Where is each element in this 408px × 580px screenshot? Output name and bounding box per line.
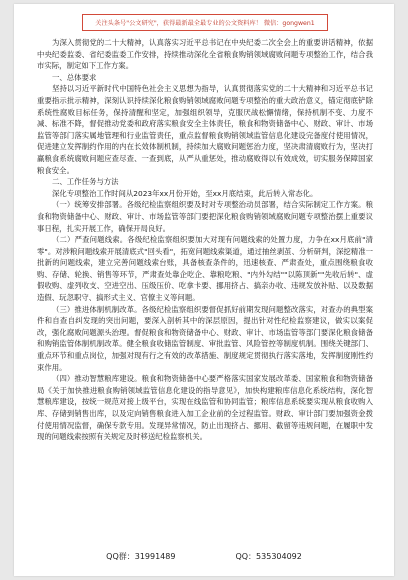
section-heading-tasks: 二、工作任务与方法	[52, 177, 119, 187]
task-1-paragraph: （一）统筹安排部署。各级纪检监察组织要及时对专项整治动员部署，结合实际制定工作方案。粮食和物资储备中心、财政、审计、市场监管等部门要把深化粮食购销领域腐败问题专项整治摆上重要议事日程，扎实开展工作，确保开局良好。	[37, 200, 373, 233]
task-4-paragraph: （四）推动智慧粮库建设。粮食和物资储备中心要严格落实国家发展改革委、国家粮食和物资储备局《关于加快推进粮食购销领域监管信息化建设的指导意见》，加快构建粮库信息化系统结构，深化智慧粮库建设，按统一规范对接上级平台，实现在线监管和协同监管；粮库信息系统要实现从粮食收购入库、存储到销售出库，以及定向销售粮食进入加工企业前的全过程监管。财政、审计部门要加强资金拨付使用情况监督，确保专款专用。发现异常情况，防止出现挤占、挪用、截留等违规问题，在履职中发现的问题线索按照有关规定及时移送纪检监察机关。	[37, 374, 373, 442]
footer-qq-group: QQ群：31991489	[106, 552, 176, 561]
promo-banner[interactable]	[82, 14, 328, 31]
footer-qq: QQ：535304092	[235, 552, 302, 561]
document-page	[14, 4, 394, 576]
intro-paragraph: 为深入贯彻党的二十大精神，认真落实习近平总书记在中央纪委二次全会上的重要讲话精神，依据中央纪委监委、省纪委监委工作安排，持续推动深化全省粮食购销领域腐败问题专项整治工作，结合我市实际，制定如下工作方案。	[37, 38, 373, 71]
task-2-paragraph: （二）严查问题线索。各级纪检监察组织要加大对现有问题线索的处置力度，力争在xx月底前"清零"。对涉粮问题线索开展清底式"回头看"，拓宽问题线索渠道，通过抽丝剥茧、分析研判，深挖精准一批新的问题线索，建立完善问题线索台账，具备核查条件的，迅速核查、严肃查处，重点围绕粮食收购、存储、轮换、销售等环节，严肃查处靠企吃企、靠粮吃粮、"内外勾结""以陈顶新""先收后转"、虚假收购、虚列收支、空进空出、压级压价、吃拿卡要、挪用挤占、搞亲办收、违规发放补贴、以及数据造假、玩忽职守、搞形式主义、官僚主义等问题。	[37, 235, 373, 303]
general-requirements-paragraph: 坚持以习近平新时代中国特色社会主义思想为指导，认真贯彻落实党的二十大精神和习近平总书记重要指示批示精神，深刻认识持续深化粮食购销领域腐败问题专项整治的重大政治意义，锚定彻底铲除系统性腐败目标任务，保持清醒和坚定，加强组织领导，克服厌战松懈情绪，保持机制不变、力度不减、标准不降，督促推动党委和政府落实粮食安全主体责任，粮食和物资储备中心、财政、审计、市场监管等部门落实属地管理和行业监管责任，重点监督粮食购销领域监管信息化建设完备度付使用情况，促进建立发挥制约作用的内在长效体制机制，持续加大腐败问题惩治力度，坚决肃清腐败行为，坚决打赢粮食系统腐败问题应查尽查、一查到底，从严从重惩处，推动腐败得以有效成效，切实服务保障国家粮食安全。	[37, 84, 373, 175]
page-footer	[14, 551, 394, 562]
section-heading-general: 一、总体要求	[52, 72, 97, 82]
document-body	[37, 37, 373, 443]
task-3-paragraph: （三）推进体制机制改革。各级纪检监察组织要督促抓好前期发现问题整改落实，对查办的典型案件和自查自纠发现的突出问题，要深入剖析其中的深层原因，提出针对性纪检监察建议，做实以案促改，强化腐败问题源头治理。督促粮食和物资储备中心、财政、审计、市场监管等部门要深化粮食储备和购销监管体制机制改革。健全粮食收储监管制度、审批监管、风险管控等制度机制。围绕关键部门、重点环节和重点岗位，加强对现有行之有效的改革措施、制度规定贯彻执行落实落地，发挥制度刚性约束作用。	[37, 304, 373, 372]
promo-banner-text: 关注头条号"公文研究"，获得最新最全最专业的公文资料库！ 微信：gongwen1	[95, 20, 315, 27]
timeline-paragraph: 深化专项整治工作时间从2023年xx月份开始，至xx月底结束，此后转入常态化。	[52, 188, 318, 198]
